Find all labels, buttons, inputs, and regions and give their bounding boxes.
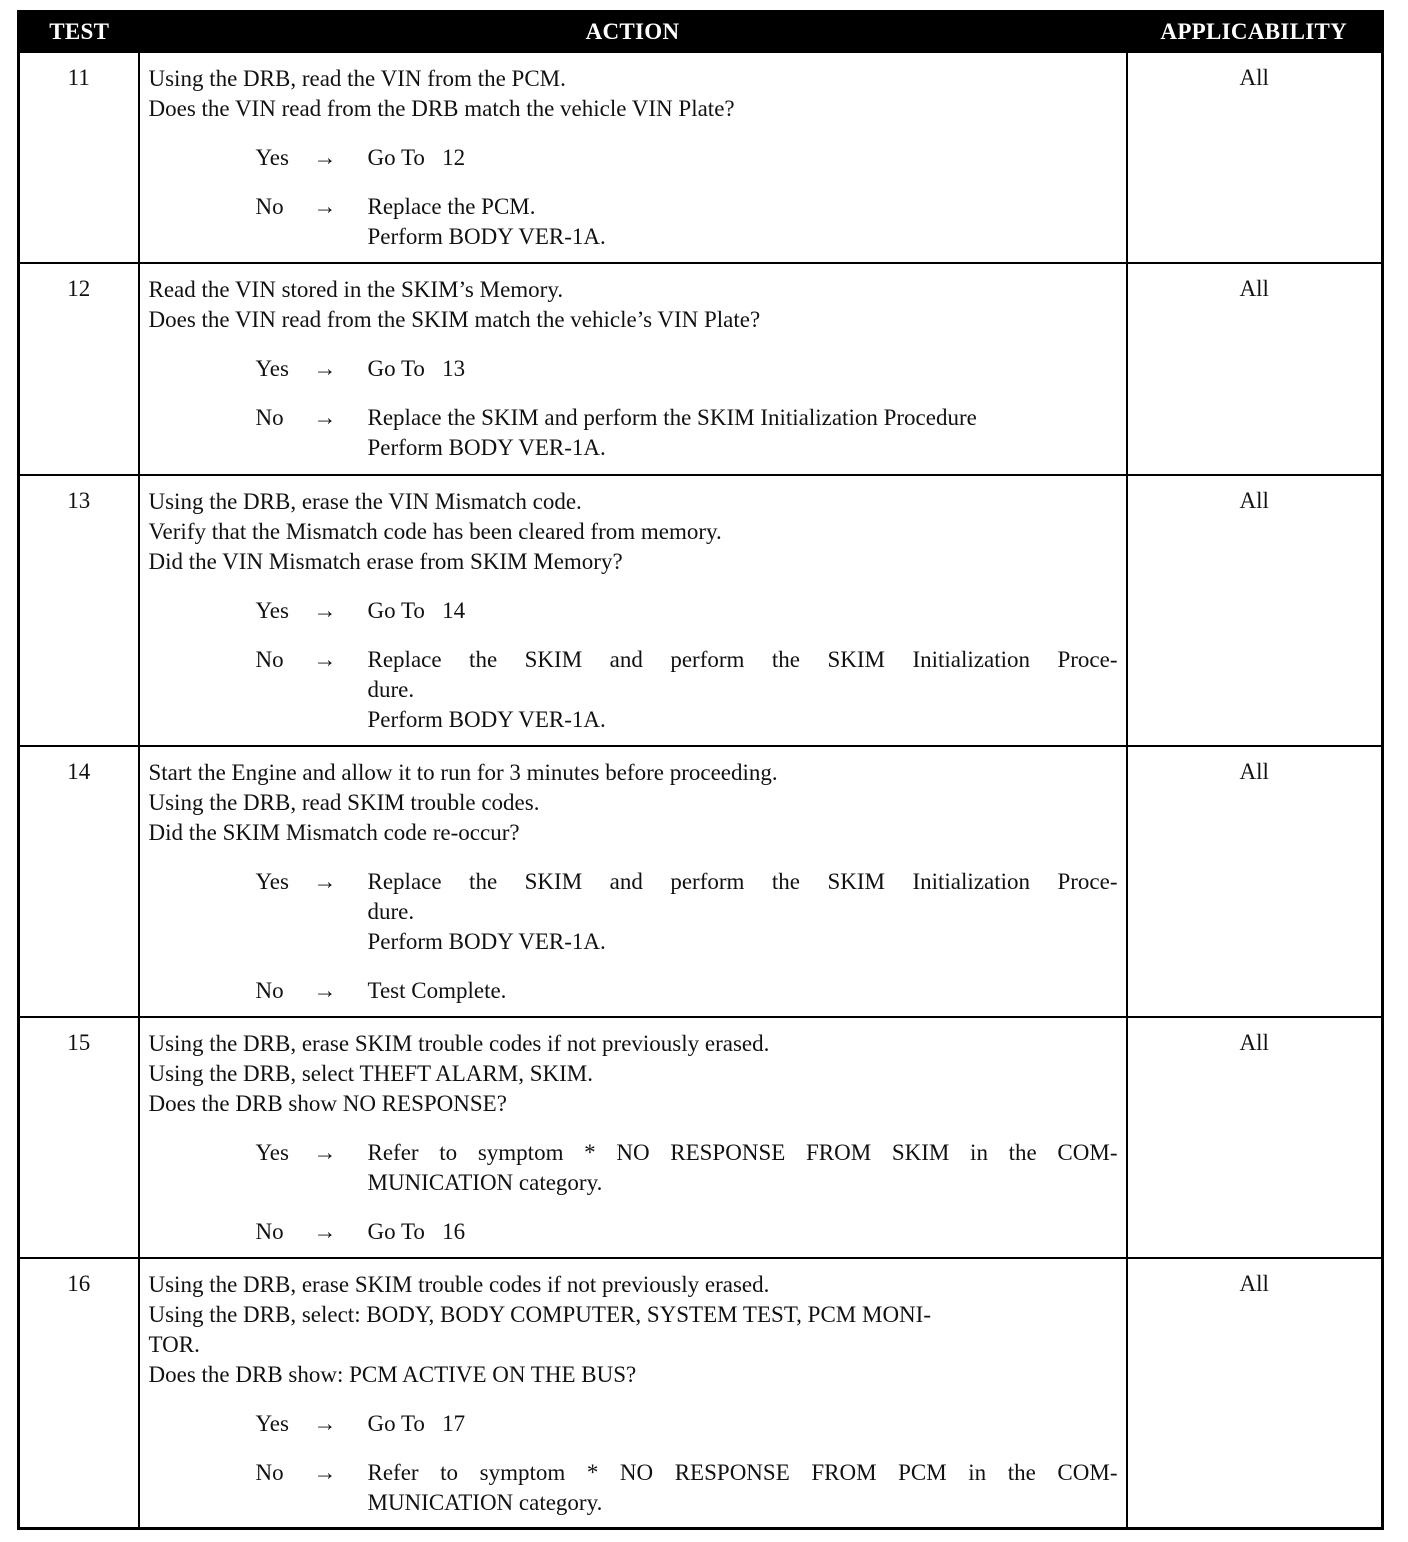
no-result <box>368 403 1118 463</box>
action-text: Does the DRB show NO RESPONSE? <box>148 1091 507 1116</box>
action-cell <box>139 52 1127 263</box>
result-text: Go To 17 <box>367 1411 466 1436</box>
result-text: Refer to symptom * NO RESPONSE FROM PCM in the COM- <box>367 1460 1118 1485</box>
result-text: Replace the PCM. <box>367 194 536 219</box>
right-arrow-icon: → <box>313 405 337 430</box>
no-branch <box>256 1458 1118 1518</box>
header-row <box>19 12 1383 53</box>
no-label: No <box>255 405 284 430</box>
result-text: Perform BODY VER-1A. <box>367 224 606 249</box>
applicability-value: All <box>1127 263 1383 475</box>
yes-result <box>368 1138 1118 1198</box>
action-cell <box>139 475 1127 746</box>
yes-label: Yes <box>255 1140 289 1165</box>
yes-label: Yes <box>255 1411 289 1436</box>
no-label: No <box>255 647 284 672</box>
action-text: TOR. <box>148 1332 200 1357</box>
yes-label: Yes <box>255 356 289 381</box>
no-label: No <box>255 1460 284 1485</box>
no-branch <box>256 192 1118 252</box>
test-number: 16 <box>19 1258 139 1528</box>
header-test: TEST <box>19 12 139 53</box>
applicability-value: All <box>1127 52 1383 263</box>
table-row <box>19 263 1383 475</box>
no-branch <box>256 976 1118 1006</box>
applicability-value: All <box>1127 1258 1383 1528</box>
action-text: Does the VIN read from the DRB match the vehicle VIN Plate? <box>148 96 735 121</box>
header-action: ACTION <box>139 12 1127 53</box>
diagnostic-test-table <box>17 10 1384 1530</box>
action-text: Using the DRB, select THEFT ALARM, SKIM. <box>148 1061 593 1086</box>
no-branch <box>256 645 1118 735</box>
result-text: Go To 13 <box>367 356 466 381</box>
yes-label: Yes <box>255 869 289 894</box>
header-applicability: APPLICABILITY <box>1127 12 1383 53</box>
result-text: Go To 16 <box>367 1219 466 1244</box>
result-text: Go To 12 <box>367 145 466 170</box>
test-number: 15 <box>19 1017 139 1258</box>
yes-result <box>368 354 1118 384</box>
no-result <box>368 645 1118 735</box>
action-cell <box>139 263 1127 475</box>
no-label: No <box>255 978 284 1003</box>
test-number: 12 <box>19 263 139 475</box>
right-arrow-icon: → <box>313 1219 337 1244</box>
test-number: 13 <box>19 475 139 746</box>
yes-result <box>368 143 1118 173</box>
action-cell <box>139 1258 1127 1528</box>
action-text: Using the DRB, erase the VIN Mismatch code. <box>148 489 582 514</box>
test-number: 11 <box>19 52 139 263</box>
action-cell <box>139 746 1127 1017</box>
result-text: Refer to symptom * NO RESPONSE FROM SKIM in the COM- <box>367 1140 1118 1165</box>
yes-branch <box>256 354 1118 384</box>
right-arrow-icon: → <box>313 194 337 219</box>
result-text: MUNICATION category. <box>367 1170 603 1195</box>
action-text: Using the DRB, read SKIM trouble codes. <box>148 790 540 815</box>
result-text: Replace the SKIM and perform the SKIM Initialization Procedure <box>367 405 977 430</box>
table-row <box>19 475 1383 746</box>
no-result <box>368 1458 1118 1518</box>
result-text: MUNICATION category. <box>367 1490 603 1515</box>
no-label: No <box>255 1219 284 1244</box>
result-text: Perform BODY VER-1A. <box>367 929 606 954</box>
action-text: Does the DRB show: PCM ACTIVE ON THE BUS? <box>148 1362 637 1387</box>
action-text: Using the DRB, erase SKIM trouble codes if not previously erased. <box>148 1272 770 1297</box>
action-text: Start the Engine and allow it to run for 3 minutes before proceeding. <box>148 760 778 785</box>
yes-branch <box>256 1409 1118 1439</box>
action-text: Using the DRB, erase SKIM trouble codes if not previously erased. <box>148 1031 770 1056</box>
result-text: Test Complete. <box>367 978 507 1003</box>
action-text: Read the VIN stored in the SKIM’s Memory. <box>148 277 564 302</box>
result-text: Replace the SKIM and perform the SKIM Initialization Proce- <box>367 869 1118 894</box>
action-text: Using the DRB, read the VIN from the PCM. <box>148 66 566 91</box>
action-text: Verify that the Mismatch code has been cleared from memory. <box>148 519 722 544</box>
result-text: dure. <box>367 677 415 702</box>
no-branch <box>256 1217 1118 1247</box>
yes-result <box>368 596 1118 626</box>
right-arrow-icon: → <box>313 647 337 672</box>
applicability-value: All <box>1127 746 1383 1017</box>
right-arrow-icon: → <box>313 1411 337 1436</box>
yes-branch <box>256 1138 1118 1198</box>
right-arrow-icon: → <box>313 869 337 894</box>
table-row <box>19 1017 1383 1258</box>
right-arrow-icon: → <box>313 1140 337 1165</box>
test-number: 14 <box>19 746 139 1017</box>
no-result <box>368 192 1118 252</box>
right-arrow-icon: → <box>313 145 337 170</box>
yes-result <box>368 867 1118 957</box>
yes-label: Yes <box>255 145 289 170</box>
table-row <box>19 1258 1383 1528</box>
yes-branch <box>256 596 1118 626</box>
table-row <box>19 746 1383 1017</box>
no-label: No <box>255 194 284 219</box>
applicability-value: All <box>1127 475 1383 746</box>
right-arrow-icon: → <box>313 598 337 623</box>
applicability-value: All <box>1127 1017 1383 1258</box>
no-branch <box>256 403 1118 463</box>
action-text: Does the VIN read from the SKIM match the vehicle’s VIN Plate? <box>148 307 761 332</box>
no-result <box>368 1217 1118 1247</box>
result-text: Go To 14 <box>367 598 466 623</box>
action-text: Did the VIN Mismatch erase from SKIM Memory? <box>148 549 623 574</box>
action-text: Using the DRB, select: BODY, BODY COMPUTER, SYSTEM TEST, PCM MONI- <box>148 1302 931 1327</box>
no-result <box>368 976 1118 1006</box>
action-text: Did the SKIM Mismatch code re-occur? <box>148 820 520 845</box>
action-cell <box>139 1017 1127 1258</box>
right-arrow-icon: → <box>313 978 337 1003</box>
result-text: Replace the SKIM and perform the SKIM Initialization Proce- <box>367 647 1118 672</box>
result-text: Perform BODY VER-1A. <box>367 707 606 732</box>
result-text: Perform BODY VER-1A. <box>367 435 606 460</box>
result-text: dure. <box>367 899 415 924</box>
yes-branch <box>256 867 1118 957</box>
right-arrow-icon: → <box>313 1460 337 1485</box>
right-arrow-icon: → <box>313 356 337 381</box>
table-row <box>19 52 1383 263</box>
yes-label: Yes <box>255 598 289 623</box>
yes-branch <box>256 143 1118 173</box>
yes-result <box>368 1409 1118 1439</box>
